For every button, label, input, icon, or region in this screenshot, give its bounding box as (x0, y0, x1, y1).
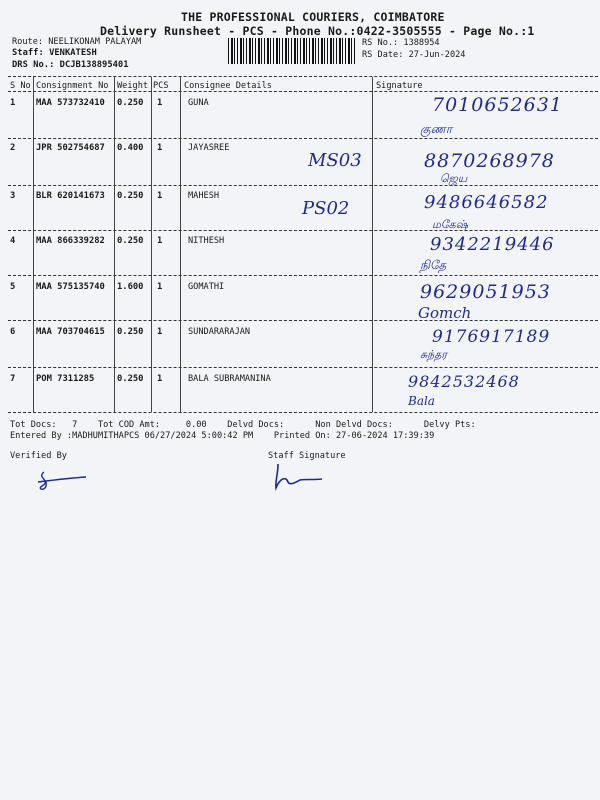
row-consignee: MAHESH (188, 191, 220, 201)
row-divider (8, 230, 598, 231)
col-sno: S No (10, 81, 31, 91)
row-divider (8, 275, 598, 276)
row-sno: 4 (10, 236, 16, 246)
row-consignment: POM 7311285 (36, 374, 95, 384)
handwritten-note: MS03 (308, 150, 362, 171)
row-weight: 0.250 (117, 374, 144, 384)
row-pcs: 1 (157, 98, 163, 108)
handwritten-phone: 8870268978 (424, 150, 555, 172)
totals-line: Tot Docs: 7 Tot COD Amt: 0.00 Delvd Docs: Non Delvd Docs: Delvy Pts: (10, 420, 476, 430)
row-consignee: GUNA (188, 98, 209, 108)
handwritten-name: Bala (408, 394, 435, 408)
handwritten-phone: 9342219446 (430, 234, 555, 255)
entered-by-line: Entered By :MADHUMITHAPCS 06/27/2024 5:00:42 PM Printed On: 27-06-2024 17:39:39 (10, 431, 435, 441)
divider (8, 91, 598, 92)
col-consignment: Consignment No (36, 81, 109, 91)
row-consignee: GOMATHI (188, 282, 225, 292)
col-consignee: Consignee Details (184, 81, 272, 91)
column-divider (372, 77, 373, 412)
row-weight: 0.250 (117, 191, 144, 201)
handwritten-phone: 9176917189 (432, 327, 551, 347)
handwritten-name: குணா (420, 122, 453, 136)
handwritten-name: சுந்தர (420, 348, 448, 361)
row-pcs: 1 (157, 236, 163, 246)
handwritten-name: ஜெய (440, 172, 468, 185)
row-consignee: BALA SUBRAMANINA (188, 374, 271, 384)
row-sno: 2 (10, 143, 16, 153)
barcode (228, 38, 356, 64)
row-divider (8, 185, 598, 186)
drs-number: DRS No.: DCJB138895401 (12, 60, 129, 70)
handwritten-name: நிதே (420, 258, 447, 272)
company-title: THE PROFESSIONAL COURIERS, COIMBATORE (181, 10, 445, 24)
row-sno: 3 (10, 191, 16, 201)
column-divider (33, 77, 34, 412)
runsheet-subtitle: Delivery Runsheet - PCS - Phone No.:0422-3505555 - Page No.:1 (100, 24, 535, 38)
row-consignment: MAA 573732410 (36, 98, 105, 108)
row-consignment: MAA 703704615 (36, 327, 105, 337)
row-consignment: MAA 866339282 (36, 236, 105, 246)
col-pcs: PCS (153, 81, 169, 91)
col-weight: Weight (117, 81, 149, 91)
handwritten-phone: 7010652631 (432, 94, 563, 116)
row-consignee: SUNDARARAJAN (188, 327, 251, 337)
row-sno: 7 (10, 374, 16, 384)
row-consignee: JAYASREE (188, 143, 230, 153)
row-divider (8, 367, 598, 368)
handwritten-name: Gomch (418, 304, 472, 322)
handwritten-phone: 9629051953 (420, 281, 551, 303)
staff: Staff: VENKATESH (12, 48, 97, 58)
row-sno: 1 (10, 98, 16, 108)
col-signature: Signature (376, 81, 423, 91)
row-divider (8, 412, 598, 413)
row-weight: 0.250 (117, 327, 144, 337)
handwritten-phone: 9486646582 (424, 192, 549, 213)
row-pcs: 1 (157, 374, 163, 384)
row-pcs: 1 (157, 143, 163, 153)
row-pcs: 1 (157, 282, 163, 292)
row-consignment: BLR 620141673 (36, 191, 105, 201)
row-sno: 6 (10, 327, 16, 337)
row-divider (8, 320, 598, 321)
row-weight: 0.400 (117, 143, 144, 153)
verified-by-label: Verified By (10, 451, 67, 461)
row-consignment: MAA 575135740 (36, 282, 105, 292)
verifier-signature (34, 468, 94, 496)
row-weight: 0.250 (117, 236, 144, 246)
handwritten-phone: 9842532468 (408, 372, 520, 391)
column-divider (180, 77, 181, 412)
row-pcs: 1 (157, 191, 163, 201)
row-pcs: 1 (157, 327, 163, 337)
row-weight: 1.600 (117, 282, 144, 292)
row-divider (8, 138, 598, 139)
column-divider (151, 77, 152, 412)
column-divider (114, 77, 115, 412)
staff-signature (270, 462, 330, 492)
row-weight: 0.250 (117, 98, 144, 108)
rs-date: RS Date: 27-Jun-2024 (362, 50, 466, 60)
handwritten-name: மகேஷ் (432, 218, 469, 231)
route: Route: NEELIKONAM PALAYAM (12, 37, 142, 47)
divider (8, 76, 598, 77)
staff-signature-label: Staff Signature (268, 451, 346, 461)
row-consignment: JPR 502754687 (36, 143, 105, 153)
row-consignee: NITHESH (188, 236, 225, 246)
rs-number: RS No.: 1388954 (362, 38, 440, 48)
row-sno: 5 (10, 282, 16, 292)
handwritten-note: PS02 (302, 198, 350, 219)
